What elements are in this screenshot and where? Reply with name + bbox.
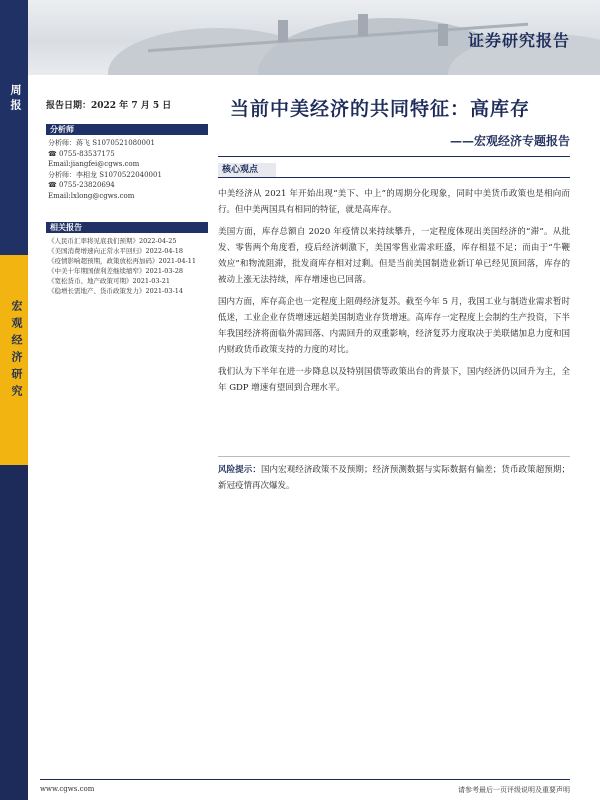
risk-text: 国内宏观经济政策不及预期；经济预测数据与实际数据有偏差；货币政策超预期；新冠疫情再次爆发。 [218,465,570,491]
report-date: 报告日期：2022 年 7 月 5 日 [46,101,172,111]
related-report-item[interactable]: 《稳增长需地产、货币政策发力》2021-03-14 [48,287,183,295]
report-frequency-label: 周报 [9,84,22,114]
core-paragraph: 国内方面，库存高企也一定程度上阻碍经济复苏。截至今年 5 月，我国工业与制造业需求暂时低迷，工业企业存货增速远超美国制造业存货增速。高库存一定程度上会制约生产投资，下半年我国经济将面临外需回落、内需回升的双重影响，经济复苏力度取决于美联储加息力度和国内财政货币政策支持的力度的对比。 [218,297,570,355]
core-views-body [218,186,570,402]
related-report-item[interactable]: 《宽松货币、地产政策可期》2021-03-21 [48,277,170,285]
risk-warning [218,462,570,494]
analyst-info [48,138,213,201]
analyst-line: 分析师：李相龙 S1070522040001 [48,170,162,179]
analyst-email[interactable]: Email:jiangfei@cgws.com [48,160,140,168]
related-report-item[interactable]: 《中美十年期国债利差继续缩窄》2021-03-28 [48,267,183,275]
footer-disclaimer: 请参考最后一页评级说明及重要声明 [458,786,570,794]
watchtower [358,14,368,36]
core-paragraph: 美国方面，库存总额自 2020 年疫情以来持续攀升，一定程度体现出美国经济的“滞”。从批发、零售两个角度看，疫后经济刺激下，美国零售业需求旺盛，库存相显不足；而由于“牛鞭效应”和物流阻滞，批发商库存相对过剩。但是当前美国制造业新订单已经见顶回落，库存的被动上涨无法持续，库存增速也已回落。 [218,227,570,285]
core-views-tab: 核心观点 [218,163,276,177]
report-subtitle: ——宏观经济专题报告 [449,134,570,148]
risk-divider [218,456,570,457]
related-report-item[interactable]: 《美国消费增速向正常水平回归》2022-04-18 [48,247,183,255]
footer-divider [40,779,570,780]
related-report-item[interactable]: 《疫情影响超预期，政策放松再加码》2021-04-11 [48,257,196,265]
title-divider [218,156,570,157]
related-report-item[interactable]: 《人民币汇率将见底我们预期》2022-04-25 [48,237,177,245]
analyst-email[interactable]: Email:lxlong@cgws.com [48,191,135,200]
core-paragraph: 中美经济从 2021 年开始出现“美下、中上”的周期分化现象，同时中美货币政策也是相向而行。但中美两国具有相同的特征，就是高库存。 [218,189,570,215]
core-views-divider [218,177,570,178]
related-reports-list [48,236,213,296]
core-paragraph: 我们认为下半年在进一步降息以及特别国债等政策出台的背景下，国内经济仍以回升为主，全年 GDP 增速有望回到合理水平。 [218,367,570,393]
watchtower [438,24,448,46]
analyst-phone: ☎ 0755-83537175 [48,149,115,158]
analyst-section-header: 分析师 [46,124,208,135]
report-title: 当前中美经济的共同特征：高库存 [230,98,531,120]
analyst-line: 分析师：蒋飞 S1070521080001 [48,139,155,147]
footer-website-link[interactable]: www.cgws.com [40,785,95,793]
risk-label: 风险提示： [218,465,261,475]
side-strip-top [0,0,28,255]
report-type-heading: 证券研究报告 [467,31,570,50]
watchtower [278,20,288,42]
related-reports-header: 相关报告 [46,222,208,233]
report-category-label: 宏观经济研究 [10,300,23,402]
analyst-phone: ☎ 0755-23820694 [48,181,115,189]
